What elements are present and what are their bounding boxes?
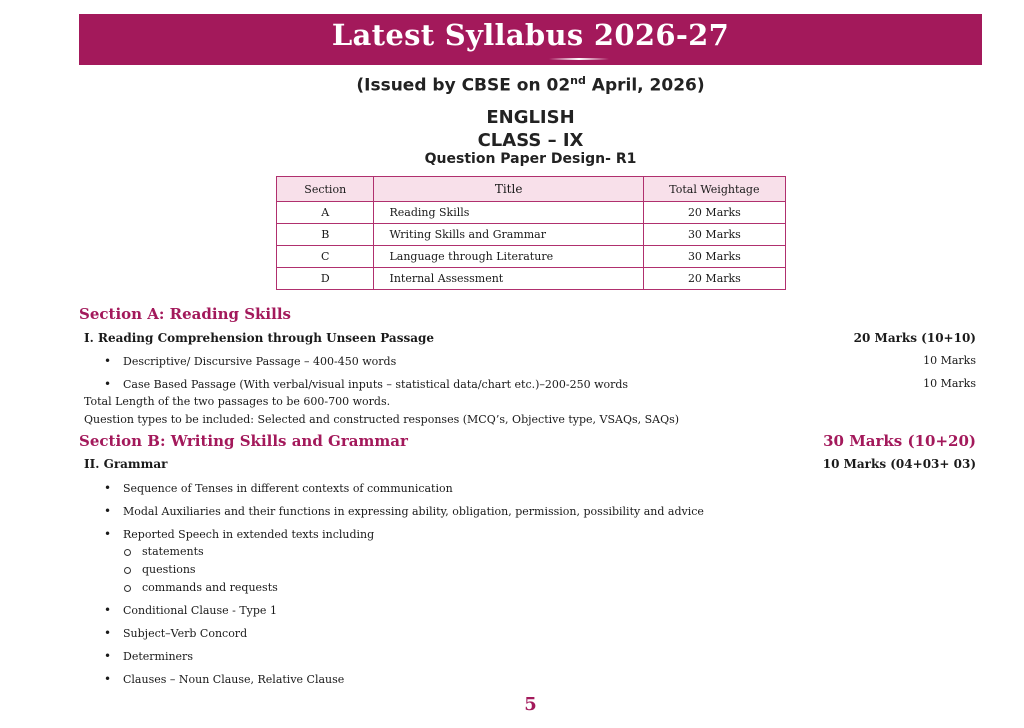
list-item-text: Subject–Verb Concord — [123, 627, 248, 640]
list-item — [104, 377, 628, 391]
sub-list-item — [124, 581, 278, 594]
circle-bullet-icon — [124, 585, 131, 592]
section-a-heading: Section A: Reading Skills — [79, 305, 291, 323]
cell-weightage: 20 Marks — [643, 268, 785, 290]
table-row — [277, 246, 786, 268]
cell-section: A — [277, 202, 374, 224]
cell-title: Internal Assessment — [374, 268, 643, 290]
bullet-icon: • — [104, 377, 112, 391]
issued-prefix: (Issued by CBSE on 02 — [356, 75, 571, 96]
question-types-note: Question types to be included: Selected and constructed responses (MCQ’s, Objective type, VSAQs, SAQs) — [84, 413, 680, 426]
section-b-marks: 30 Marks (10+20) — [823, 432, 976, 450]
table-row — [277, 224, 786, 246]
column-header-weightage: Total Weightage — [643, 177, 785, 202]
list-item-text: Descriptive/ Discursive Passage – 400-450 words — [123, 355, 397, 368]
list-item — [104, 504, 704, 518]
list-item-marks: 10 Marks — [923, 354, 976, 367]
bullet-icon: • — [104, 527, 112, 541]
cell-title: Language through Literature — [374, 246, 643, 268]
list-item-text: Case Based Passage (With verbal/visual inputs – statistical data/chart etc.)–200-250 words — [123, 378, 629, 391]
subject-heading: ENGLISH — [486, 107, 575, 128]
reading-comprehension-marks: 20 Marks (10+10) — [853, 331, 976, 345]
title-banner — [79, 14, 982, 65]
list-item-text: Conditional Clause - Type 1 — [123, 604, 277, 617]
bullet-icon: • — [104, 649, 112, 663]
cell-weightage: 30 Marks — [643, 246, 785, 268]
bullet-icon: • — [104, 626, 112, 640]
question-paper-design-table — [276, 176, 786, 290]
page-number: 5 — [524, 694, 537, 715]
class-heading: CLASS – IX — [477, 130, 584, 151]
table-row — [277, 268, 786, 290]
list-item — [104, 527, 374, 541]
section-b-heading: Section B: Writing Skills and Grammar — [79, 432, 408, 450]
passage-length-note: Total Length of the two passages to be 600-700 words. — [84, 395, 391, 408]
circle-bullet-icon — [124, 549, 131, 556]
list-item-marks: 10 Marks — [923, 377, 976, 390]
list-item — [104, 354, 396, 368]
list-item — [104, 626, 247, 640]
issued-suffix: April, 2026) — [585, 75, 705, 96]
sub-list-item-text: statements — [142, 545, 204, 558]
banner-underline-decoration — [549, 58, 609, 60]
sub-list-item — [124, 563, 196, 576]
cell-weightage: 20 Marks — [643, 202, 785, 224]
cell-weightage: 30 Marks — [643, 224, 785, 246]
sub-list-item — [124, 545, 204, 558]
cell-section: C — [277, 246, 374, 268]
list-item-text: Reported Speech in extended texts including — [123, 528, 375, 541]
grammar-marks: 10 Marks (04+03+ 03) — [822, 457, 976, 471]
reading-comprehension-heading: I. Reading Comprehension through Unseen Passage — [84, 331, 435, 345]
list-item — [104, 649, 193, 663]
circle-bullet-icon — [124, 567, 131, 574]
bullet-icon: • — [104, 603, 112, 617]
cell-title: Writing Skills and Grammar — [374, 224, 643, 246]
issued-line — [0, 74, 1024, 96]
list-item-text: Determiners — [123, 650, 193, 663]
table-header-row — [277, 177, 786, 202]
list-item — [104, 603, 277, 617]
cell-title: Reading Skills — [374, 202, 643, 224]
table-row — [277, 202, 786, 224]
bullet-icon: • — [104, 672, 112, 686]
list-item-text: Sequence of Tenses in different contexts of communication — [123, 482, 453, 495]
bullet-icon: • — [104, 504, 112, 518]
sub-list-item-text: questions — [142, 563, 196, 576]
paper-design-heading: Question Paper Design- R1 — [424, 151, 637, 167]
column-header-section: Section — [277, 177, 374, 202]
grammar-heading: II. Grammar — [84, 457, 168, 471]
banner-title: Latest Syllabus 2026-27 — [331, 18, 730, 52]
bullet-icon: • — [104, 354, 112, 368]
column-header-title: Title — [374, 177, 643, 202]
issued-ordinal-suffix: nd — [570, 74, 586, 87]
sub-list-item-text: commands and requests — [142, 581, 278, 594]
bullet-icon: • — [104, 481, 112, 495]
list-item-text: Modal Auxiliaries and their functions in expressing ability, obligation, permission, possibility and advice — [123, 505, 704, 518]
cell-section: B — [277, 224, 374, 246]
list-item — [104, 672, 344, 686]
cell-section: D — [277, 268, 374, 290]
list-item — [104, 481, 453, 495]
list-item-text: Clauses – Noun Clause, Relative Clause — [123, 673, 345, 686]
